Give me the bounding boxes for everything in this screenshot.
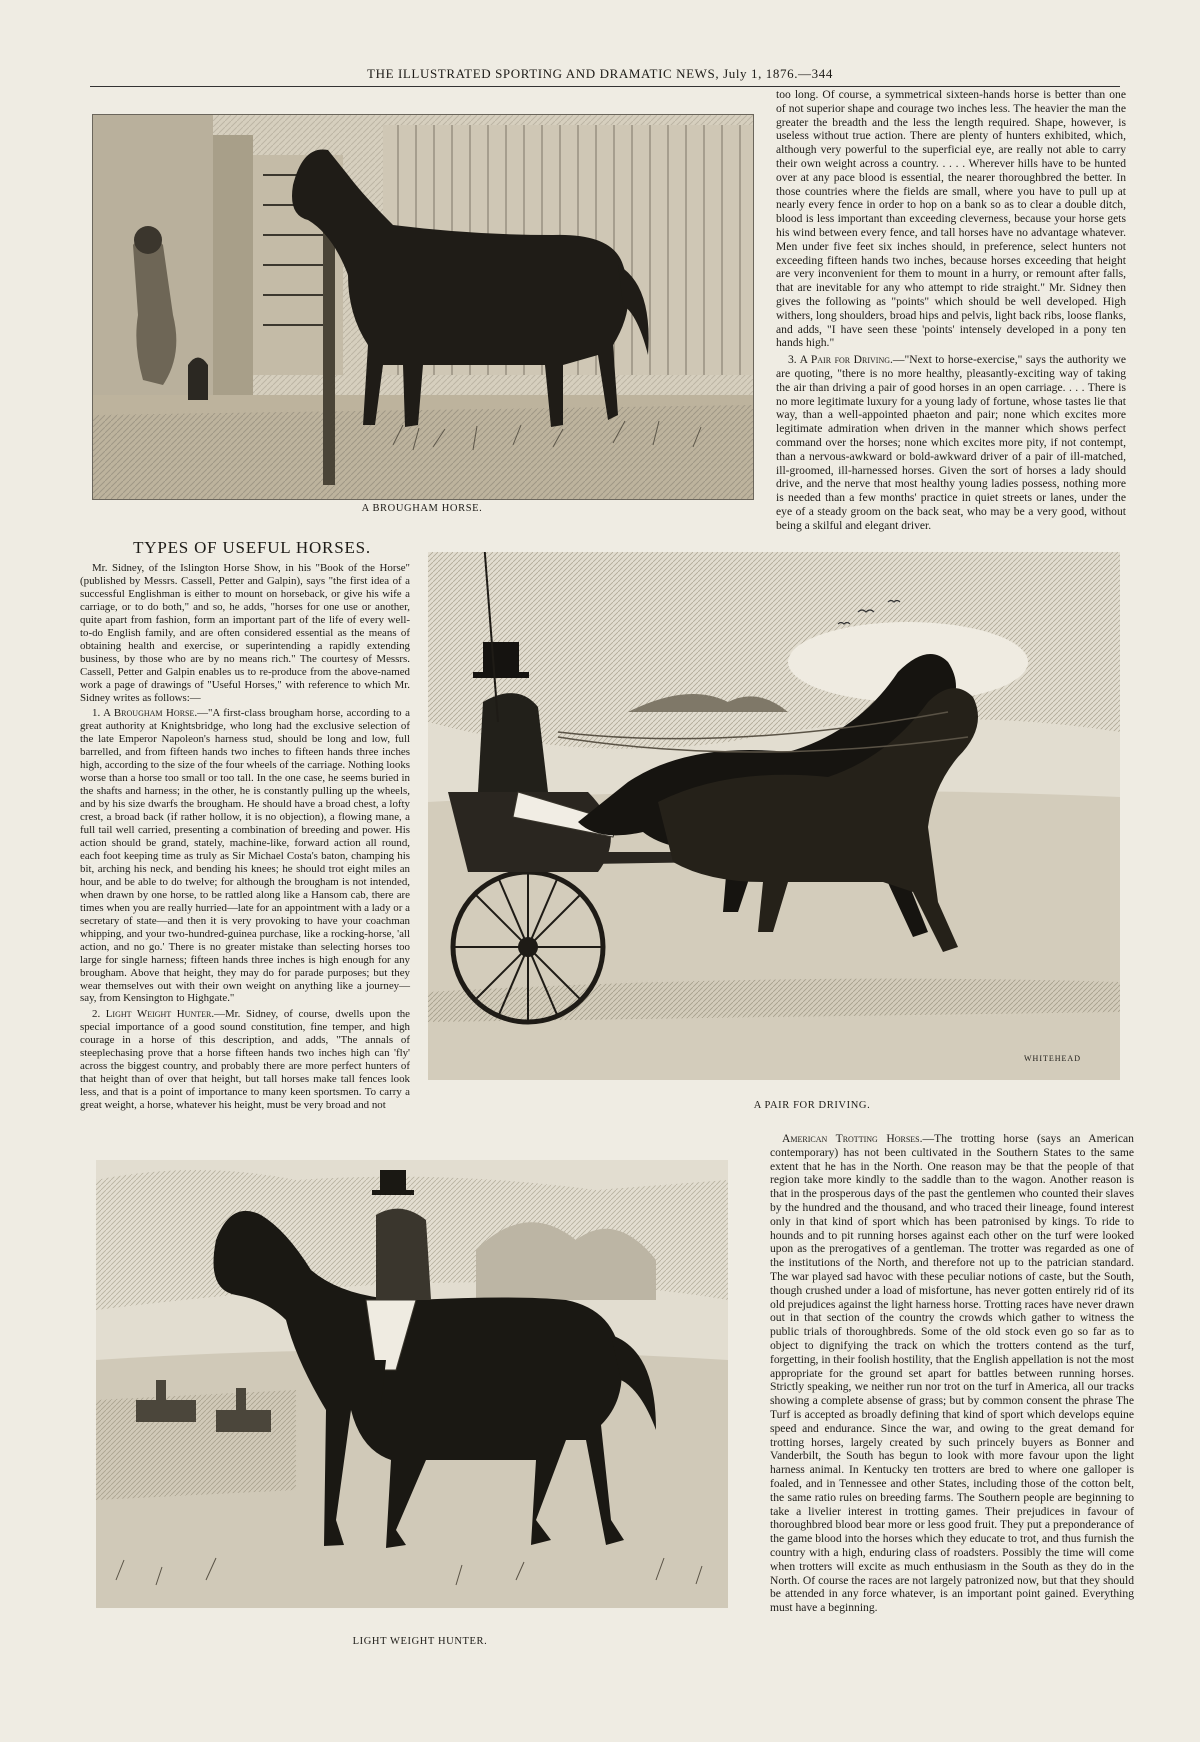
hunter-continued-text: too long. Of course, a symmetrical sixteen-hands horse is better than one of not superior shape and courage two inches less. The heavier the man the greater the breadth and the less the length required. Shape, however, is useless without true action. There are plenty of hunters exhibited, which, although very powerful to the superficial eye, are really not able to carry their own weight across a country. . . . . Wherever hills have to be hunted over at any pace blood is essential, the nearer thoroughbred the better. In those countries where the fields are small, where you have to pull up at nearly every fence in order to hop on a bank so as to clear a double ditch, blood is less important than exceeding cleverness, because your horse gets his wind between every fence, and tall horses have no advantage whatever. Men under five feet six inches should, in preference, select hunters not exceeding fifteen hands two inches, because horses exceeding that height are very inconvenient for them to mount in a hurry, or remount after falls, that are inevitable for any who attempt to ride straight." Mr. Sidney then gives the following as "points" which should be well developed. High withers, long shoulders, broad hips and pelvis, light back ribs, loose flanks, and adds, "I have seen these 'points' intensely developed in a pony ten hands high." xyxy=(776,88,1126,350)
section-3-paragraph xyxy=(776,353,1126,532)
intro-paragraph: Mr. Sidney, of the Islington Horse Show, in his "Book of the Horse" (published by Messrs. Cassell, Petter and Galpin), says "the first idea of a successful Englishman is either to mount on horseback, or give his wife a carriage, or to do both," and so, he adds, "horses for one use or another, quite apart from fashion, form an important part of the life of every well-to-do English family, and are often considered essential as the means of obtaining health and exercise, or superintending a rapidly extending business, by those who are by no means rich." The courtesy of Messrs. Cassell, Petter and Galpin enables us to re-produce from the above-named work a page of drawings of "Useful Horses," with reference to which Mr. Sidney writes as follows:— xyxy=(80,562,410,704)
page-header: THE ILLUSTRATED SPORTING AND DRAMATIC NEWS, July 1, 1876.—344 xyxy=(367,66,833,81)
section-1-title: 1. A Brougham Horse. xyxy=(92,707,198,720)
trotting-title: American Trotting Horses. xyxy=(782,1132,923,1145)
trotting-body: —The trotting horse (says an American contemporary) has not been cultivated in the Southern States to the same extent that he has in the North. One reason may be that the people of that region take more kindly to the saddle than to the wagon. Another reason is that in the prosperous days of the past the gentlemen who counted their slaves by the hundred and the thousand, and who traced their lineage, found interest only in that kind of sport which has been patronised by kings. To ride to hounds and to pit running horses against each other on the turf were looked upon as the prerogatives of a gentleman. The trotter was regarded as one of the institutions of the North, and therefore not up to the patrician standard. The war played sad havoc with these peculiar notions of caste, but the South, though crushed under a load of misfortune, has never gotten entirely rid of its old prejudices against the light harness horse. Trotting races have never drawn out in that section of the country the crowds which gather to witness the public trials of thoroughbreds. Some of the old stock even go so far as to object to dignifying the track on which the trotters contend as the turf, forgetting, in their foolish hostility, that the English appellation is not the most appropriate for the ground set apart for battles between running horses. Strictly speaking, we neither run nor trot on the turf in America, all our tracks showing a complete absense of grass; but by common consent the phrase The Turf is accepted as broadly defining that kind of sport which develops equine speed and endurance. Since the war, and owing to the great demand for trotting horses, largely created by such princely buyers as Bonner and Vanderbilt, the South has begun to look with more favour upon the light harness animal. In Kentucky ten trotters are bred to where one galloper is foaled, and in Tennessee and other States, including those of the cotton belt, the same ratio rules on breeding farms. The Southern people are beginning to take a livelier interest in trotting games. Their prejudices in favour of thoroughbred blood bear more or less good fruit. They put a preponderance of the game blood into the horses which they educate to trot, and thus furnish the country with a high, enduring class of roadsters. Possibly the time will come when trotters will excite as much enthusiasm in the South as they do in the North. Of course the races are not largely patronized now, but that they should be attended in any force whatever, is an important point gained. Everything must have a beginning. xyxy=(770,1132,1134,1615)
trotting-column xyxy=(770,1132,1134,1618)
section-2-title: 2. Light Weight Hunter. xyxy=(92,1008,215,1021)
section-2-body: —Mr. Sidney, of course, dwells upon the special importance of a good sound constitution, fine temper, and high courage in a horse of this description, and adds, "The annals of steeplechasing prove that a horse fifteen hands two inches high can 'fly' across the biggest country, and probably there are more perfect hunters of that height than of over that height, but tall horses make tall fences look less, and that is a point of importance to many keen sportsmen. To carry a great weight, a horse, whatever his height, must be very broad and not xyxy=(80,1008,410,1112)
brougham-caption: A BROUGHAM HORSE. xyxy=(361,503,483,514)
engraver-signature: WHITEHEAD xyxy=(1024,1054,1081,1063)
section-2-paragraph xyxy=(80,1008,410,1112)
brougham-horse-engraving xyxy=(92,114,754,500)
article-heading: TYPES OF USEFUL HORSES. xyxy=(133,538,371,557)
section-1-paragraph xyxy=(80,707,410,1005)
pair-for-driving-engraving xyxy=(428,552,1120,1080)
header-rule xyxy=(90,86,1120,87)
right-column-top xyxy=(776,88,1126,536)
section-3-title: 3. A Pair for Driving. xyxy=(788,353,893,367)
pair-caption: A PAIR FOR DRIVING. xyxy=(753,1100,871,1111)
section-1-body: —"A first-class brougham horse, according to a great authority at Knightsbridge, who long had the exclusive selection of the late Emperor Napoleon's harness stud, should be long and low, full barrelled, and from fifteen hands two inches to fifteen hands three inches high, according to the size of the four wheels of the carriage. Nothing looks worse than a horse too small or too tall. In the one case, he seems buried in the shafts and harness; in the other, he is constantly pulling up the wheels, and by his size dwarfs the brougham. He should have a broad chest, a lofty crest, a broad back (if rather hollow, it is no objection), a flowing mane, a full tail well carried, presenting a combination of breeding and power. His action should be grand, stately, machine-like, forward action all round, each foot keeping time as truly as Sir Michael Costa's baton, champing his bit, arching his neck, and bending his knees; he should trot eight miles an hour, and be able to do twelve; for although the brougham is not intended, when drawn by one horse, to be rattled along like a Hansom cab, there are times when you are really hurried—late for an appointment with a lady or a secretary of state—and then it is very provoking to have your coachman whipping, and your two-hundred-guinea purchase, like a rocking-horse, 'all action, and no go.' There is no greater mistake than selecting horses too large for single harness; fifteen hands three inches is high enough for any brougham. Above that height, they may do for parade purposes; but they wear themselves out with their own weight on anything like a journey—say, from Kensington to Highgate." xyxy=(80,707,410,1005)
article-column xyxy=(80,562,410,1115)
hunter-caption: LIGHT WEIGHT HUNTER. xyxy=(352,1636,488,1647)
section-3-body: —"Next to horse-exercise," says the authority we are quoting, "there is no more healthy, pleasantly-exciting way of taking the air than driving a pair of good horses in an open carriage. . . . There is no more legitimate luxury for a young lady of fortune, whose tastes lie that way, than a well-appointed phaeton and pair; none which excites more legitimate admiration when driven in the manner which shows perfect command over the horses; none which excites more pity, if not contempt, than a nervous-awkward or bold-awkward driver of a pair of ill-matched, ill-groomed, ill-harnessed horses. Given the sort of horses a lady should drive, and the nerve that most healthy young ladies possess, nothing more is needed than a few months' practice in quiet streets or lanes, under the eye of a steady groom on the back seat, who may be a very good, without being a skilful and elegant driver. xyxy=(776,353,1126,532)
light-weight-hunter-engraving xyxy=(96,1160,728,1608)
trotting-paragraph xyxy=(770,1132,1134,1615)
